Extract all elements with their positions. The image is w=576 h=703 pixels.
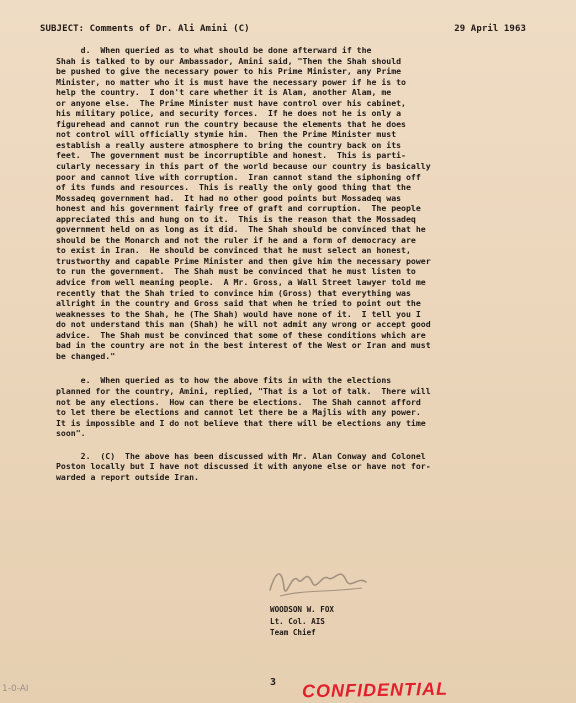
text-line: figurehead and cannot run the country because the elements that he does [56,118,406,129]
text-line: cularly necessary in this part of the world because our country is basically [56,161,431,172]
paragraph-d [56,45,556,361]
paragraph-2 [56,451,556,483]
text-line: be pushed to give the necessary power to his Prime Minister, any Prime [56,66,402,77]
confidential-stamp: CONFIDENTIAL [301,678,449,702]
text-line: warded a report outside Iran. [56,471,199,482]
text-line: help the country. I don't care whether it is Alam, another Alam, me [56,87,392,98]
subject-line: SUBJECT: Comments of Dr. Ali Amini (C) [40,24,250,34]
signer-title: Team Chief [270,628,316,637]
signer-rank: Lt. Col. AIS [270,616,325,626]
text-line: 2. (C) The above has been discussed with Mr. Alan Conway and Colonel [56,450,426,461]
text-line: be changed." [56,350,116,361]
signer-name: WOODSON W. FOX [270,605,335,614]
text-line: not control will officially stymie him. Then the Prime Minister must [56,129,397,140]
text-line: It is impossible and I do not believe that there will be elections any time [56,417,426,428]
text-line: to run the government. The Shah must be convinced that he must listen to [56,266,416,277]
text-line: feet. The government must be incorruptible and honest. This is parti- [56,150,406,161]
text-line: Shah is talked to by our Ambassador, Amini said, "Then the Shah should [56,55,402,66]
text-line: trustworthy and capable Prime Minister and then give him the necessary power [56,255,431,266]
text-line: advice. The Shah must be convinced that some of these conditions which are [56,329,426,340]
text-line: advice from well meaning people. A Mr. Gross, a Wall Street lawyer told me [56,277,426,288]
text-line: to let there be elections and cannot let there be a Majlis with any power. [56,407,421,418]
text-line: his military police, and security forces. If he does not he is only a [56,108,402,119]
text-line: planned for the country, Amini, replied, "That is a lot of talk. There will [56,385,431,396]
text-line: government held on as long as it did. The Shah should be convinced that he [56,224,426,235]
text-line: e. When queried as to how the above fits in with the elections [56,375,392,386]
text-line: Mossadeq government had. It had no other good points but Mossadeq was [56,192,402,203]
memo-date: 29 April 1963 [454,24,526,34]
page-number: 3 [270,677,277,688]
handwritten-signature [262,560,372,605]
margin-mark: 1-0-AI [2,684,29,694]
text-line: or anyone else. The Prime Minister must have control over his cabinet, [56,97,406,108]
text-line: Minister, no matter who it is must have the necessary power if he is to [56,76,406,87]
text-line: recently that the Shah tried to convince him (Gross) that everything was [56,287,411,298]
paragraph-e [56,375,556,438]
text-line: should be the Monarch and not the ruler if he and a form of democracy are [56,234,416,245]
text-line: honest and his government fairly free of graft and corruption. The people [56,203,421,214]
text-line: d. When queried as to what should be done afterward if the [56,45,372,55]
text-line: weaknesses to the Shah, he (The Shah) would have none of it. I tell you I [56,308,421,319]
text-line: poor and cannot live with corruption. Iran cannot stand the siphoning off [56,171,421,182]
text-line: appreciated this and hung on to it. This is the reason that the Mossadeq [56,213,416,224]
text-line: to exist in Iran. He should be convinced that he must select an honest, [56,245,411,256]
text-line: Poston locally but I have not discussed it with anyone else or have not for- [56,461,431,472]
text-line: soon". [56,428,86,439]
text-line: not be any elections. How can there be elections. The Shah cannot afford [56,396,421,407]
signature-block [270,604,334,639]
text-line: of its funds and resources. This is really the only good thing that the [56,182,411,193]
text-line: do not understand this man (Shah) he will not admit any wrong or accept good [56,319,431,330]
memo-header [40,24,540,34]
text-line: allright in the country and Gross said that when he tried to point out the [56,298,421,309]
text-line: establish a really austere atmosphere to bring the country back on its [56,139,402,150]
text-line: bad in the country are not in the best interest of the West or Iran and must [56,340,431,351]
memo-body [56,45,556,496]
